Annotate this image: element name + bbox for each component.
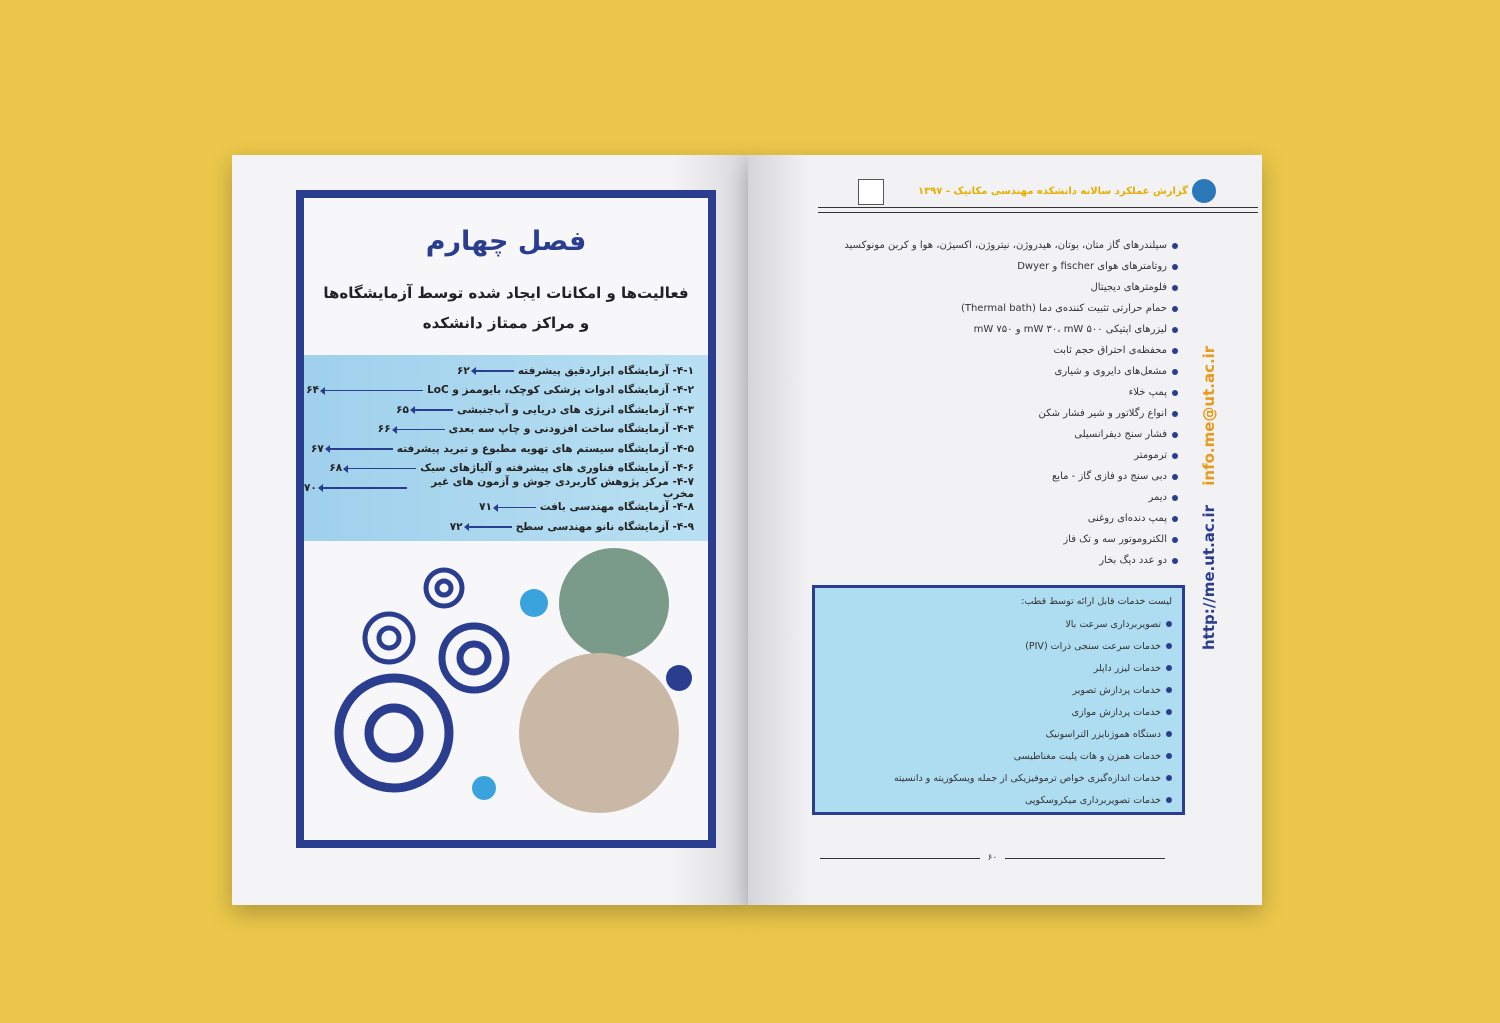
list-item <box>815 679 1172 701</box>
faculty-logo-icon <box>1192 179 1216 203</box>
list-item <box>844 361 1178 382</box>
lattice-photo <box>519 653 679 813</box>
item-text: حمام حرارتی تثبیت کننده‌ی دما (Thermal bath) <box>960 303 1167 314</box>
toc-entry[interactable] <box>304 517 694 537</box>
item-text: خدمات سرعت سنجی ذرات (PIV) <box>1025 640 1161 652</box>
bullet-icon <box>1166 709 1172 715</box>
item-text: دستگاه هموژنایزر التراسونیک <box>1045 728 1161 740</box>
decor-dot <box>520 589 548 617</box>
bullet-icon <box>1172 369 1178 375</box>
item-text: روتامترهای هوای fischer و Dwyer <box>1017 261 1167 272</box>
toc-entry[interactable] <box>304 439 694 459</box>
bullet-icon <box>1172 474 1178 480</box>
item-text: محفظه‌ی احتراق حجم ثابت <box>1053 345 1167 356</box>
decor-dot <box>472 776 496 800</box>
list-item <box>844 529 1178 550</box>
bullet-icon <box>1172 243 1178 249</box>
list-item <box>844 382 1178 403</box>
list-item <box>815 767 1172 789</box>
arrow-icon <box>467 526 512 528</box>
list-item <box>815 745 1172 767</box>
bullet-icon <box>1172 306 1178 312</box>
page-footer <box>820 853 1165 863</box>
list-item <box>844 256 1178 277</box>
toc-label: ۴-۲- آزمایشگاه ادوات پزشکی کوچک، بایوممز و LoC <box>427 384 694 397</box>
bullet-icon <box>1172 516 1178 522</box>
toc-label: ۴-۵- آزمایشگاه سیستم های تهویه مطبوع و تبرید پیشرفته <box>396 442 694 455</box>
bullet-icon <box>1172 285 1178 291</box>
toc-label: ۴-۷- مرکز پژوهش کاربردی جوش و آزمون های غیر مخرب <box>431 475 694 500</box>
list-item <box>844 508 1178 529</box>
subtitle-line: فعالیت‌ها و امکانات ایجاد شده توسط آزمایشگاه‌ها <box>323 284 689 302</box>
item-text: خدمات تصویربرداری میکروسکوپی <box>1025 794 1161 806</box>
toc-entry[interactable] <box>304 400 694 420</box>
decor-dot <box>666 665 692 691</box>
bullet-icon <box>1166 797 1172 803</box>
bullet-icon <box>1166 731 1172 737</box>
gear-icon <box>339 678 449 788</box>
item-text: خدمات همزن و هات پلیت مغناطیسی <box>1013 750 1161 762</box>
toc-page: ۶۸ <box>329 462 343 475</box>
toc-label: ۴-۴- آزمایشگاه ساخت افزودنی و چاپ سه بعدی <box>448 423 694 436</box>
list-item <box>844 550 1178 571</box>
services-list <box>815 613 1172 811</box>
bullet-icon <box>1172 348 1178 354</box>
item-text: تصویربرداری سرعت بالا <box>1065 618 1161 630</box>
toc-page: ۶۴ <box>306 384 320 397</box>
item-text: خدمات لیزر داپلر <box>1093 662 1161 674</box>
bullet-icon <box>1166 665 1172 671</box>
gears-illustration <box>304 548 708 848</box>
toc-page: ۶۵ <box>396 403 409 416</box>
list-item <box>844 487 1178 508</box>
bullet-icon <box>1166 753 1172 759</box>
toc-label: ۴-۸- آزمایشگاه مهندسی بافت <box>539 501 694 514</box>
list-item <box>815 701 1172 723</box>
item-text: پمپ دنده‌ای روغنی <box>1087 513 1167 524</box>
equipment-list <box>844 235 1178 571</box>
list-item <box>844 298 1178 319</box>
list-item <box>815 635 1172 657</box>
arrow-icon <box>395 429 445 431</box>
toc-entry[interactable] <box>304 475 694 500</box>
toc-page: ۶۶ <box>377 423 391 436</box>
item-text: فلومترهای دیجیتال <box>1090 282 1167 293</box>
toc-label: ۴-۱- آزمایشگاه ابزاردقیق پیشرفته <box>517 364 694 377</box>
list-item <box>815 613 1172 635</box>
chapter-title: فصل چهارم <box>425 226 587 257</box>
toc-page: ۷۲ <box>449 520 463 533</box>
item-text: فشار سنج دیفرانسیلی <box>1074 429 1167 440</box>
product-photo <box>559 548 669 658</box>
toc-entry[interactable] <box>304 381 694 401</box>
item-text: الکتروموتور سه و تک فاز <box>1063 534 1167 545</box>
list-item <box>815 723 1172 745</box>
item-text: لیزرهای اپتیکی mW ۳۰، mW ۵۰۰ و mW ۷۵۰ <box>973 324 1167 335</box>
list-item <box>844 403 1178 424</box>
toc-entry[interactable] <box>304 498 694 518</box>
services-heading: لیست خدمات قابل ارائه توسط قطب: <box>1021 596 1172 607</box>
toc-label: ۴-۶- آزمایشگاه فناوری های پیشرفته و آلیاژهای سبک <box>420 462 694 475</box>
item-text: پمپ خلاء <box>1128 387 1167 398</box>
list-item <box>844 319 1178 340</box>
toc-page: ۶۷ <box>310 442 324 455</box>
item-text: دیمر <box>1148 492 1167 503</box>
bullet-icon <box>1166 621 1172 627</box>
item-text: ترمومتر <box>1134 450 1167 461</box>
bullet-icon <box>1172 327 1178 333</box>
bullet-icon <box>1172 453 1178 459</box>
arrow-icon <box>413 409 453 411</box>
list-item <box>844 340 1178 361</box>
page-number: ۶۰ <box>987 853 998 863</box>
toc-label: ۴-۳- آزمایشگاه انرژی های دریایی و آب‌جنبشی <box>456 403 694 416</box>
toc-page: ۶۲ <box>456 364 470 377</box>
bullet-icon <box>1172 558 1178 564</box>
item-text: دو عدد دیگ بخار <box>1099 555 1167 566</box>
toc-entry[interactable] <box>304 420 694 440</box>
chapter-subtitle <box>304 278 708 338</box>
item-text: خدمات اندازه‌گیری خواص ترموفیزیکی از جمله ویسکوزیته و دانسیته <box>893 772 1161 784</box>
gear-icon <box>365 570 462 662</box>
bullet-icon <box>1166 775 1172 781</box>
bullet-icon <box>1172 390 1178 396</box>
bullet-icon <box>1172 411 1178 417</box>
right-page <box>748 155 1262 905</box>
arrow-icon <box>321 487 407 489</box>
item-text: سیلندرهای گاز متان، بوتان، هیدروژن، نیتروژن، اکسیژن، هوا و کربن مونوکسید <box>844 240 1167 251</box>
list-item <box>815 789 1172 811</box>
toc-entry[interactable] <box>304 361 694 381</box>
arrow-icon <box>323 390 423 392</box>
toc-page: ۷۰ <box>304 481 317 494</box>
item-text: دبی سنج دو فازی گاز - مایع <box>1051 471 1167 482</box>
item-text: خدمات پردازش تصویر <box>1072 684 1161 696</box>
bullet-icon <box>1172 495 1178 501</box>
bullet-icon <box>1172 537 1178 543</box>
bullet-icon <box>1172 432 1178 438</box>
list-item <box>844 466 1178 487</box>
list-item <box>844 277 1178 298</box>
contact-info <box>1200 346 1218 650</box>
email-link[interactable]: info.me@ut.ac.ir <box>1200 345 1218 486</box>
list-item <box>815 657 1172 679</box>
toc-page: ۷۱ <box>479 501 492 514</box>
subtitle-line: و مراکز ممتاز دانشکده <box>422 314 590 332</box>
bullet-icon <box>1166 687 1172 693</box>
arrow-icon <box>328 448 393 450</box>
university-logo-icon <box>858 179 884 205</box>
chapter-frame <box>296 190 716 848</box>
arrow-icon <box>496 507 536 509</box>
table-of-contents <box>304 355 708 541</box>
bullet-icon <box>1172 264 1178 270</box>
item-text: خدمات پردازش موازی <box>1071 706 1161 718</box>
item-text: مشعل‌های دایروی و شیاری <box>1054 366 1167 377</box>
gear-icon <box>442 626 506 690</box>
services-box <box>812 585 1185 815</box>
arrow-icon <box>346 468 416 470</box>
list-item <box>844 235 1178 256</box>
website-link[interactable]: http://me.ut.ac.ir <box>1200 504 1218 650</box>
list-item <box>844 445 1178 466</box>
page-header <box>818 177 1258 217</box>
item-text: انواع رگلاتور و شیر فشار شکن <box>1038 408 1167 419</box>
header-title: گزارش عملکرد سالانه دانشکده مهندسی مکانیک - ۱۳۹۷ <box>917 186 1188 197</box>
list-item <box>844 424 1178 445</box>
arrow-icon <box>474 370 514 372</box>
bullet-icon <box>1166 643 1172 649</box>
toc-label: ۴-۹- آزمایشگاه نانو مهندسی سطح <box>515 520 694 533</box>
header-rule <box>818 207 1258 213</box>
left-page <box>232 155 748 905</box>
